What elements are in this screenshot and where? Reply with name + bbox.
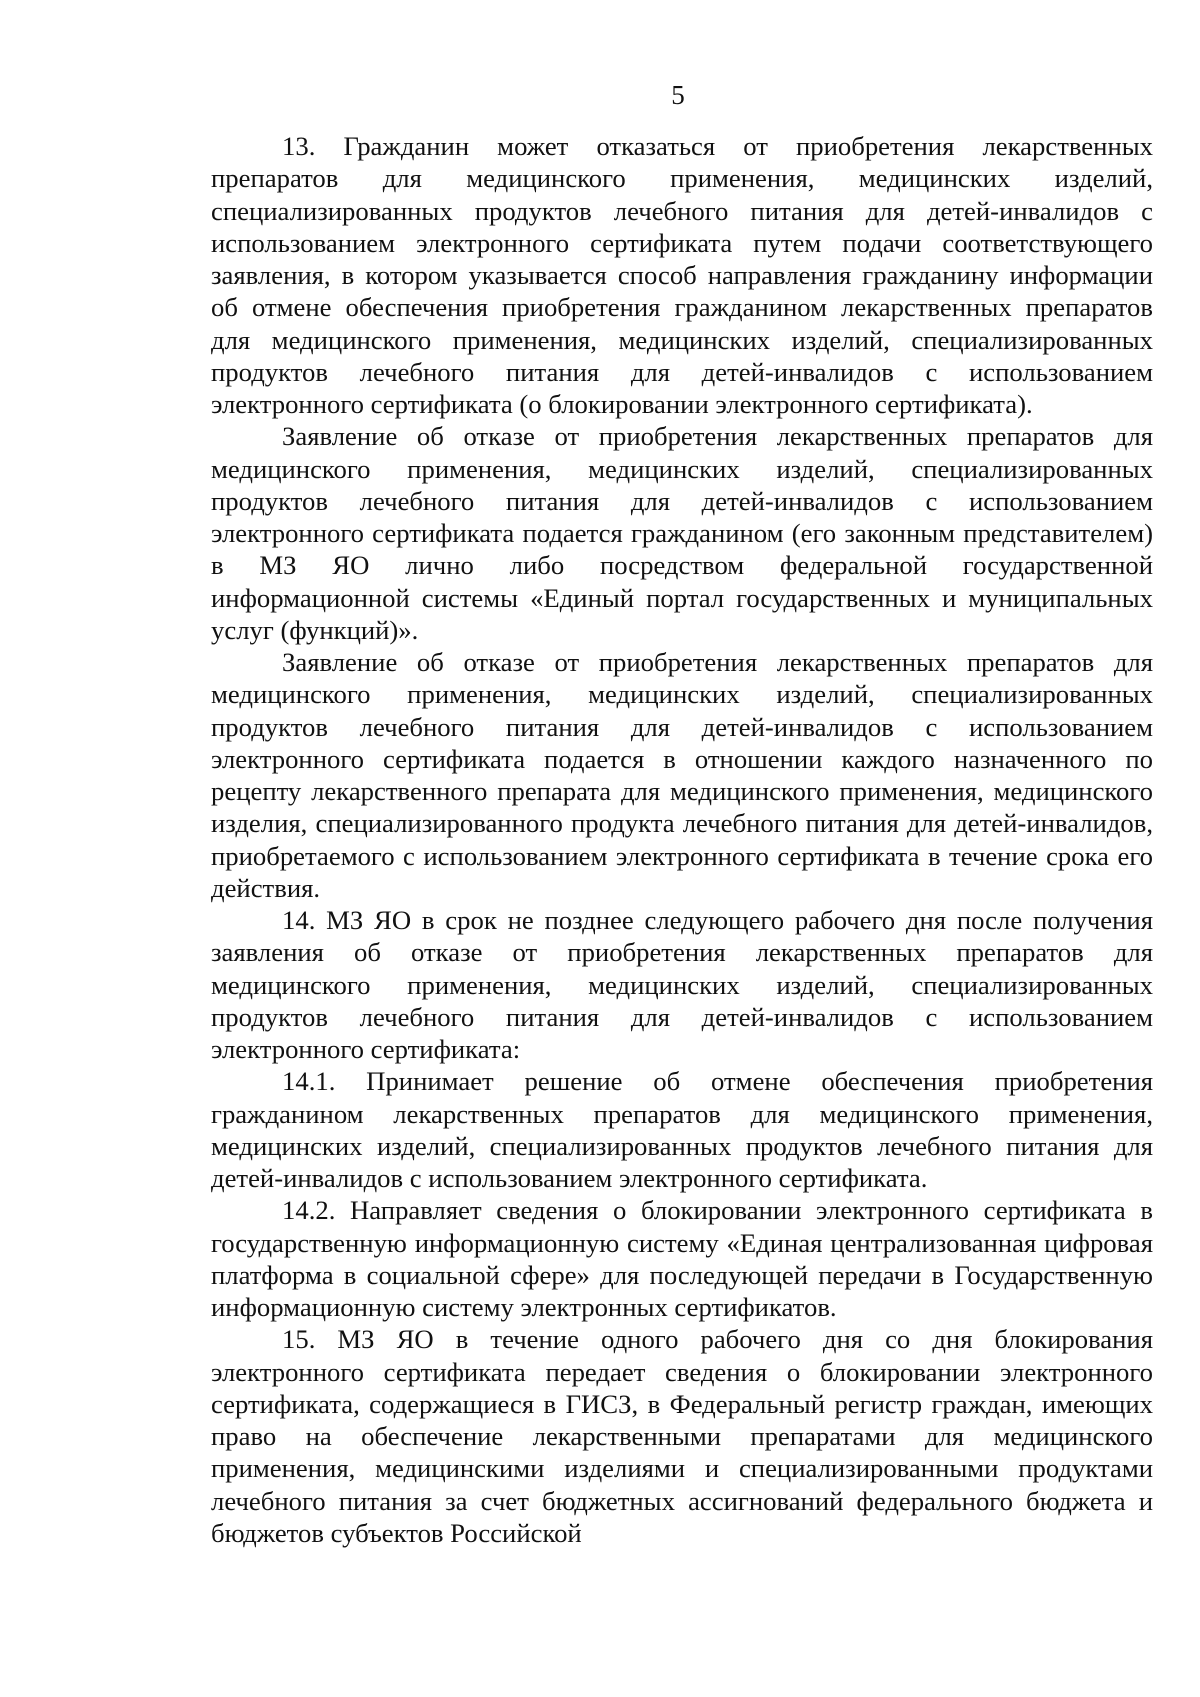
paragraph-14-1: 14.1. Принимает решение об отмене обеспечения приобретения гражданином лекарственных препаратов для медицинского применения, медицинских изделий, специализированных продуктов лечебного питания для детей-инвалидов с использованием электронного сертификата.: [211, 1066, 1153, 1193]
paragraph-13: 13. Гражданин может отказаться от приобретения лекарственных препаратов для медицинского применения, медицинских изделий, специализированных продуктов лечебного питания для детей-инвалидов с использованием электронного сертификата путем подачи соответствующего заявления, в котором указывается способ направления гражданину информации об отмене обеспечения приобретения гражданином лекарственных препаратов для медицинского применения, медицинских изделий, специализированных продуктов лечебного питания для детей-инвалидов с использованием электронного сертификата (о блокировании электронного сертификата).: [211, 131, 1153, 419]
paragraph-13-application-submission: Заявление об отказе от приобретения лекарственных препаратов для медицинского применения, медицинских изделий, специализированных продуктов лечебного питания для детей-инвалидов с использованием электронного сертификата подается гражданином (его законным представителем) в МЗ ЯО лично либо посредством федеральной государственной информационной системы «Единый портал государственных и муниципальных услуг (функций)».: [211, 421, 1153, 645]
page-number: 5: [671, 80, 685, 110]
document-body: [211, 130, 1153, 1549]
paragraph-15: 15. МЗ ЯО в течение одного рабочего дня со дня блокирования электронного сертификата передает сведения о блокировании электронного сертификата, содержащиеся в ГИСЗ, в Федеральный регистр граждан, имеющих право на обеспечение лекарственными препаратами для медицинского применения, медицинскими изделиями и специализированными продуктами лечебного питания за счет бюджетных ассигнований федерального бюджета и бюджетов субъектов Российской: [211, 1324, 1153, 1548]
paragraph-14-2: 14.2. Направляет сведения о блокировании электронного сертификата в государственную информационную систему «Единая централизованная цифровая платформа в социальной сфере» для последующей передачи в Государственную информационную систему электронных сертификатов.: [211, 1195, 1153, 1322]
paragraph-13-application-scope: Заявление об отказе от приобретения лекарственных препаратов для медицинского применения, медицинских изделий, специализированных продуктов лечебного питания для детей-инвалидов с использованием электронного сертификата подается в отношении каждого назначенного по рецепту лекарственного препарата для медицинского применения, медицинского изделия, специализированного продукта лечебного питания для детей-инвалидов, приобретаемого с использованием электронного сертификата в течение срока его действия.: [211, 647, 1153, 903]
paragraph-14: 14. МЗ ЯО в срок не позднее следующего рабочего дня после получения заявления об отказе от приобретения лекарственных препаратов для медицинского применения, медицинских изделий, специализированных продуктов лечебного питания для детей-инвалидов с использованием электронного сертификата:: [211, 905, 1153, 1064]
